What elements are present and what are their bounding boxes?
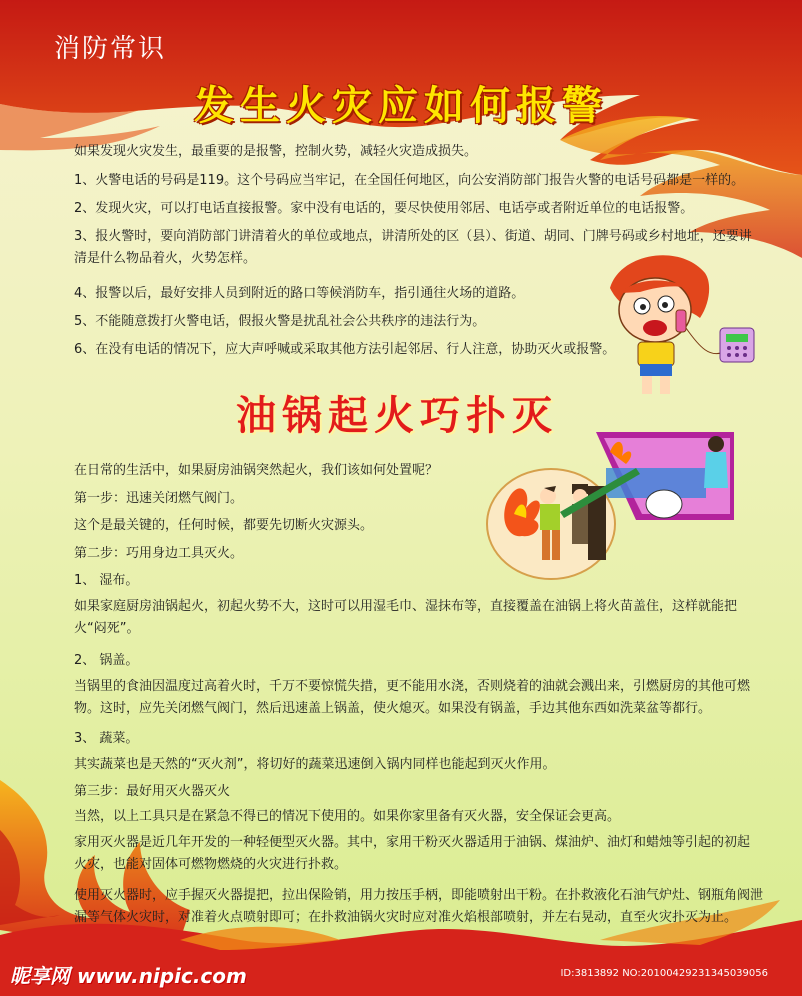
section2-paragraph: 第三步：最好用灭火器灭火 (74, 784, 231, 799)
section2-paragraph: 其实蔬菜也是天然的“灭火剂”，将切好的蔬菜迅速倒入锅内同样也能起到灭火作用。 (74, 757, 556, 772)
section2-paragraph: 在日常的生活中，如果厨房油锅突然起火，我们该如何处置呢？ (74, 463, 439, 478)
kitchen-fire-illustration (486, 428, 736, 580)
section1-paragraph: 如果发现火灾发生，最重要的是报警，控制火势，减轻火灾造成损失。 (74, 144, 478, 159)
image-id-text: ID:3813892 NO:20100429231345039056 (560, 968, 768, 979)
section2-paragraph: 当锅里的食油因温度过高着火时，千万不要惊慌失措，更不能用水浇，否则烧着的油就会溅出来，引燃厨房的其他可燃物。这时，应先关闭燃气阀门，然后迅速盖上锅盖，使火熄灭。如果没有锅盖，手边其他东西如洗菜盆等都行。 (74, 679, 751, 716)
section2-paragraph: 1、 湿布。 (74, 573, 139, 588)
section1-paragraph: 2、发现火灾，可以打电话直接报警。家中没有电话的，要尽快使用邻居、电话亭或者附近单位的电话报警。 (74, 201, 694, 216)
section1-paragraph: 1、火警电话的号码是119。这个号码应当牢记，在全国任何地区，向公安消防部门报告火警的电话号码都是一样的。 (74, 173, 745, 188)
section2-paragraph: 这个是最关键的，任何时候，都要先切断火灾源头。 (74, 518, 374, 533)
section2-paragraph: 2、 锅盖。 (74, 653, 139, 668)
heading-fire-report: 发生火灾应如何报警 (194, 82, 608, 129)
section2-paragraph: 第一步：迅速关闭燃气阀门。 (74, 491, 244, 506)
section2-paragraph: 当然，以上工具只是在紧急不得已的情况下使用的。如果你家里备有灭火器，安全保证会更高。 (74, 809, 621, 824)
section1-paragraph: 5、不能随意拨打火警电话，假报火警是扰乱社会公共秩序的违法行为。 (74, 314, 486, 329)
site-title: 消防常识 (54, 34, 167, 64)
watermark-logo: 昵享网 www.nipic.com (10, 964, 247, 988)
section1-paragraph: 3、报火警时，要向消防部门讲清着火的单位或地点，讲清所处的区（县）、街道、胡同、门牌号码或乡村地址，还要讲清是什么物品着火，火势怎样。 (74, 229, 752, 266)
section2-paragraph: 如果家庭厨房油锅起火，初起火势不大，这时可以用湿毛巾、湿抹布等，直接覆盖在油锅上将火苗盖住，这样就能把火“闷死”。 (74, 599, 738, 636)
section2-paragraph: 3、 蔬菜。 (74, 731, 139, 746)
section1-paragraph: 6、在没有电话的情况下，应大声呼喊或采取其他方法引起邻居、行人注意，协助灭火或报警。 (74, 342, 616, 357)
section2-paragraph: 家用灭火器是近几年开发的一种轻便型灭火器。其中，家用干粉灭火器适用于油锅、煤油炉、油灯和蜡烛等引起的初起火灾，也能对固体可燃物燃烧的火灾进行扑救。 (74, 835, 751, 872)
section2-paragraph: 第二步：巧用身边工具灭火。 (74, 546, 244, 561)
heading-oil-pan-fire: 油锅起火巧扑灭 (236, 392, 558, 439)
section1-paragraph: 4、报警以后，最好安排人员到附近的路口等候消防车，指引通往火场的道路。 (74, 286, 525, 301)
section2-paragraph: 使用灭火器时，应手握灭火器提把，拉出保险销，用力按压手柄，即能喷射出干粉。在扑救液化石油气炉灶、钢瓶角阀泄漏等气体火灾时，对准着火点喷射即可；在扑救油锅火灾时应对准火焰根部喷射，并左右晃动，直至火灾扑灭为止。 (74, 888, 764, 925)
cartoon-girl-calling-image (600, 248, 770, 398)
